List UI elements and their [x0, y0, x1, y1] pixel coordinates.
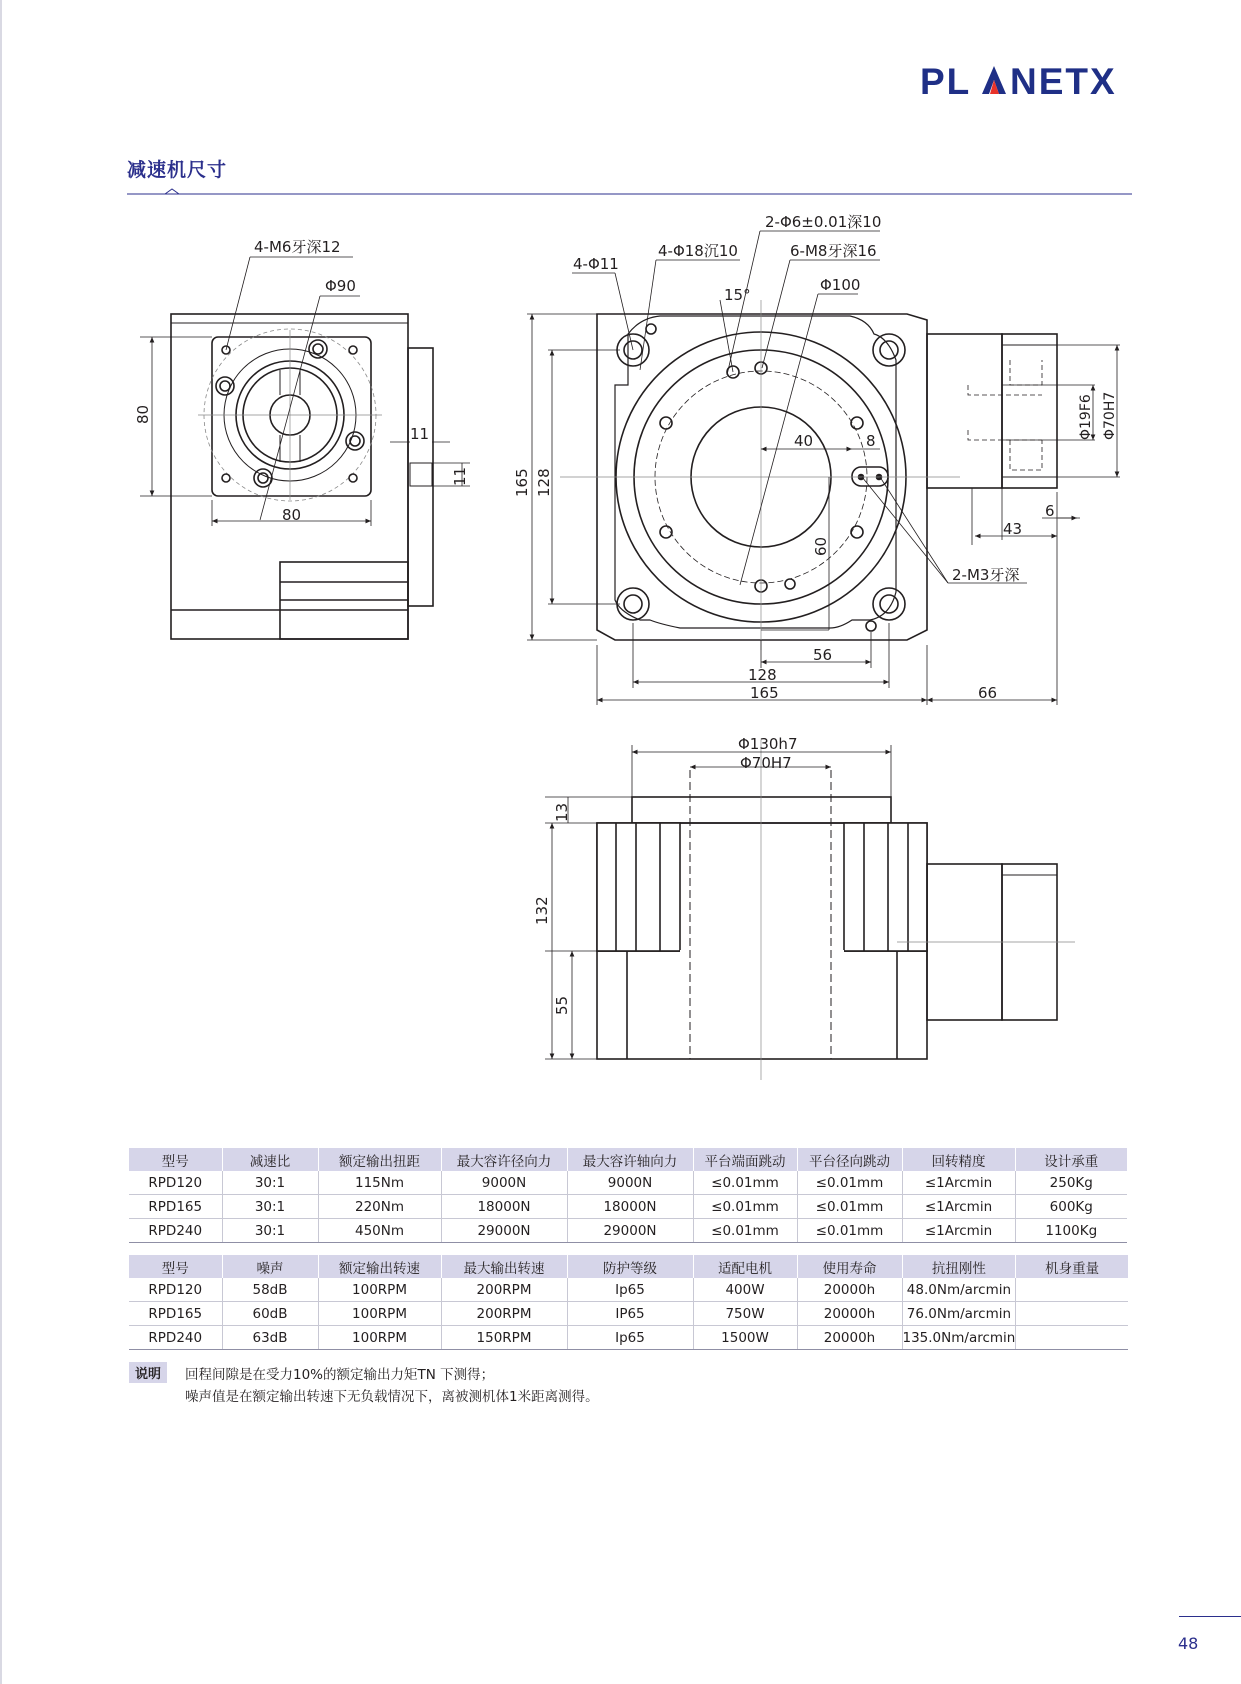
label-dim-60: 60 [812, 536, 830, 556]
front-view [527, 231, 1120, 705]
cell: 1100Kg [1015, 1219, 1127, 1243]
label-bore: Φ70H7 [1102, 391, 1118, 440]
cell: 135.0Nm/arcmin [902, 1326, 1016, 1350]
col-header: 机身重量 [1016, 1255, 1128, 1278]
label-thread-m8: 6-M8牙深16 [790, 242, 877, 260]
cell: 600Kg [1015, 1195, 1127, 1219]
label-dim-128-h: 128 [748, 666, 777, 684]
table-header-row [129, 1148, 1127, 1171]
svg-text:PL: PL [920, 61, 972, 102]
label-inner-dia: Φ70H7 [740, 754, 792, 772]
cell: ≤1Arcmin [902, 1219, 1015, 1243]
cell: 48.0Nm/arcmin [902, 1278, 1016, 1302]
label-thread-m3: 2-M3牙深 [952, 566, 1020, 584]
table-row [129, 1171, 1127, 1195]
col-header: 平台径向跳动 [797, 1148, 902, 1171]
cell: 220Nm [318, 1195, 441, 1219]
col-header: 型号 [129, 1255, 222, 1278]
spec-table-1 [129, 1148, 1127, 1243]
page-number-rule [1179, 1616, 1241, 1617]
note-tag: 说明 [129, 1362, 167, 1383]
label-counterbore: 4-Φ18沉10 [658, 242, 738, 260]
label-side-width: 80 [282, 506, 302, 524]
cell: 18000N [567, 1195, 693, 1219]
cell: 58dB [222, 1278, 318, 1302]
label-pin: 2-Φ6±0.01深10 [765, 213, 882, 231]
label-dim-6: 6 [1045, 502, 1055, 520]
planetx-logo [920, 58, 1132, 104]
cell: ≤0.01mm [693, 1171, 797, 1195]
side-view [140, 257, 470, 639]
label-pcd-90: Φ90 [325, 277, 356, 295]
cell: ≤1Arcmin [902, 1171, 1015, 1195]
section-view [545, 740, 1075, 1080]
cell: 60dB [222, 1302, 318, 1326]
label-dim-165-h: 165 [750, 684, 779, 702]
cell: RPD165 [129, 1302, 222, 1326]
cell: RPD120 [129, 1171, 222, 1195]
cell: 9000N [567, 1171, 693, 1195]
table-row [129, 1302, 1128, 1326]
table-header-row [129, 1255, 1128, 1278]
spec-table-2 [129, 1255, 1128, 1350]
table-row [129, 1219, 1127, 1243]
section-title: 减速机尺寸 [127, 159, 228, 181]
col-header: 平台端面跳动 [693, 1148, 797, 1171]
col-header: 额定输出转速 [318, 1255, 441, 1278]
cell: ≤1Arcmin [902, 1195, 1015, 1219]
col-header: 最大容许轴向力 [567, 1148, 693, 1171]
cell: 100RPM [318, 1302, 441, 1326]
cell: RPD240 [129, 1219, 222, 1243]
cell: 250Kg [1015, 1171, 1127, 1195]
cell: ≤0.01mm [797, 1219, 902, 1243]
cell: ≤0.01mm [693, 1219, 797, 1243]
col-header: 最大输出转速 [441, 1255, 567, 1278]
cell: 400W [693, 1278, 797, 1302]
cell [1016, 1302, 1128, 1326]
cell: 200RPM [441, 1302, 567, 1326]
cell: ≤0.01mm [693, 1195, 797, 1219]
col-header: 抗扭刚性 [902, 1255, 1016, 1278]
cell: 76.0Nm/arcmin [902, 1302, 1016, 1326]
cell: 450Nm [318, 1219, 441, 1243]
cell: Ip65 [567, 1326, 693, 1350]
page-number: 48 [1178, 1634, 1199, 1653]
note-line-2: 噪声值是在额定输出转速下无负载情况下，离被测机体1米距离测得。 [185, 1389, 599, 1405]
cell: 1500W [693, 1326, 797, 1350]
svg-text:NETX: NETX [1010, 61, 1117, 102]
cell: 150RPM [441, 1326, 567, 1350]
label-key-width: 11 [410, 425, 430, 443]
cell: RPD165 [129, 1195, 222, 1219]
cell [1016, 1326, 1128, 1350]
cell: ≤0.01mm [797, 1171, 902, 1195]
col-header: 适配电机 [693, 1255, 797, 1278]
cell: 20000h [797, 1326, 902, 1350]
label-thread-m6: 4-M6牙深12 [254, 238, 341, 256]
label-dim-55: 55 [553, 995, 571, 1015]
title-underline [127, 188, 1132, 196]
cell: 100RPM [318, 1326, 441, 1350]
cell [1016, 1278, 1128, 1302]
table-row [129, 1195, 1127, 1219]
label-outer-dia: Φ130h7 [738, 735, 798, 753]
col-header: 最大容许径向力 [441, 1148, 567, 1171]
cell: 18000N [441, 1195, 567, 1219]
label-hole-11: 4-Φ11 [573, 255, 619, 273]
col-header: 型号 [129, 1148, 222, 1171]
cell: 115Nm [318, 1171, 441, 1195]
cell: ≤0.01mm [797, 1195, 902, 1219]
label-dim-128-v: 128 [535, 468, 553, 497]
cell: RPD240 [129, 1326, 222, 1350]
dimension-drawing [0, 200, 1241, 1090]
col-header: 回转精度 [902, 1148, 1015, 1171]
label-dim-56: 56 [813, 646, 833, 664]
table-row [129, 1278, 1128, 1302]
cell: 30:1 [222, 1171, 318, 1195]
cell: RPD120 [129, 1278, 222, 1302]
col-header: 使用寿命 [797, 1255, 902, 1278]
col-header: 设计承重 [1015, 1148, 1127, 1171]
cell: 30:1 [222, 1195, 318, 1219]
label-side-height: 80 [134, 404, 152, 424]
cell: 9000N [441, 1171, 567, 1195]
label-dim-40: 40 [794, 432, 814, 450]
note-line-1: 回程间隙是在受力10%的额定输出力矩TN 下测得； [185, 1367, 495, 1383]
col-header: 减速比 [222, 1148, 318, 1171]
label-dim-43: 43 [1003, 520, 1023, 538]
cell: 20000h [797, 1278, 902, 1302]
cell: 30:1 [222, 1219, 318, 1243]
label-dim-165-v: 165 [513, 468, 531, 497]
col-header: 额定输出扭距 [318, 1148, 441, 1171]
label-dim-8: 8 [866, 432, 876, 450]
cell: 100RPM [318, 1278, 441, 1302]
label-pcd-100: Φ100 [820, 276, 861, 294]
cell: 20000h [797, 1302, 902, 1326]
label-key-height: 11 [451, 466, 469, 486]
cell: 63dB [222, 1326, 318, 1350]
label-dim-66: 66 [978, 684, 998, 702]
cell: 29000N [441, 1219, 567, 1243]
table-row [129, 1326, 1128, 1350]
col-header: 噪声 [222, 1255, 318, 1278]
label-angle: 15° [724, 286, 751, 304]
cell: 200RPM [441, 1278, 567, 1302]
cell: 750W [693, 1302, 797, 1326]
label-dim-132: 132 [533, 896, 551, 925]
label-dim-13: 13 [553, 802, 571, 822]
label-shaft: Φ19F6 [1078, 394, 1094, 440]
cell: IP65 [567, 1302, 693, 1326]
brand-logo [920, 58, 1132, 104]
col-header: 防护等级 [567, 1255, 693, 1278]
cell: 29000N [567, 1219, 693, 1243]
cell: Ip65 [567, 1278, 693, 1302]
